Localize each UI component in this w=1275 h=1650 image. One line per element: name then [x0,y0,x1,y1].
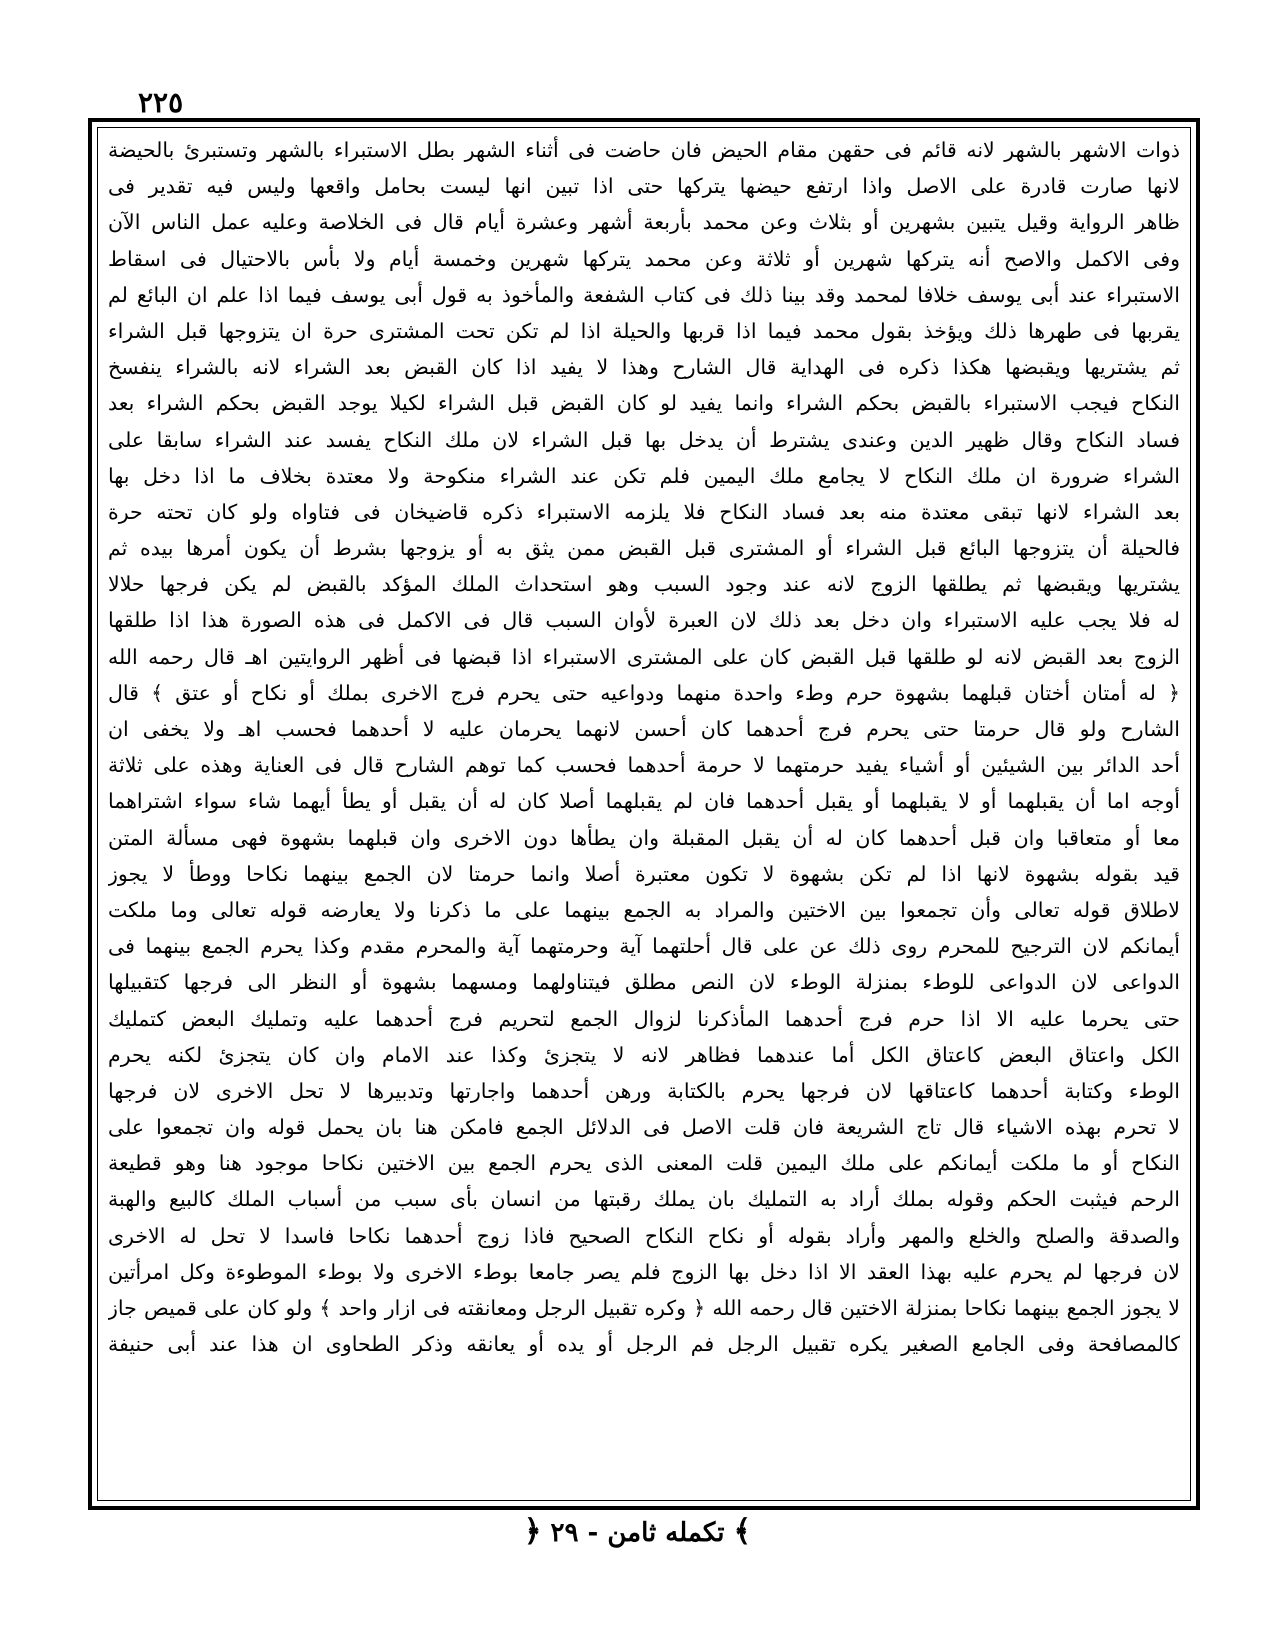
text-line: النكاح فيجب الاستبراء بالقبض بحكم الشراء وانما يفيد لو كان القبض قبل الشراء لكيلا يوجد القبض بحكم الشراء بعد [108,391,1180,416]
text-line: وفى الاكمل والاصح أنه يتركها شهرين أو ثلاثة وعن محمد يتركها شهرين وخمسة أيام ولا بأس بالاحتيال فى اسقاط [108,246,1180,271]
text-line: النكاح أو ما ملكت أيمانكم على ملك اليمين قلت المعنى الذى يحرم الجمع بين الاختين نكاحا موجود هنا وهو قطيعة [108,1151,1180,1176]
text-line: أحد الدائر بين الشيئين أو أشياء يفيد حرمتهما لا حرمة أحدهما فحسب كما توهم الشارح قال فى العناية وهذه على ثلاثة [108,753,1180,778]
text-line: الشراء ضرورة ان ملك النكاح لا يجامع ملك اليمين فلم تكن عند الشراء منكوحة ولا معتدة بخلاف ما اذا دخل بها [108,463,1180,488]
footer-label [0,1514,1275,1549]
text-line: له فلا يجب عليه الاستبراء وان دخل بعد ذلك لان العبرة لأوان السبب قال فى الاكمل فى هذه الصورة هذا اذا طلقها [108,608,1180,633]
text-line: قيد بقوله بشهوة لانها اذا لم تكن بشهوة لا تكون معتبرة أصلا وانما حرمتا لان الجمع بينهما نكاحا ووطأ لا يجوز [108,861,1180,886]
text-line: ﴿ له أمتان أختان قبلهما بشهوة حرم وطء واحدة منهما ودواعيه حتى يحرم فرج الاخرى بملك أو نكاح أو عتق ﴾ قال [108,680,1180,705]
text-line: أيمانكم لان الترجيح للمحرم روى ذلك عن على قال أحلتهما آية وحرمتهما آية والمحرم مقدم وكذا يحرم الجمع بينهما فى [108,934,1180,959]
footer-title: تكمله ثامن [607,1518,725,1548]
text-line: الدواعى لان الدواعى للوطء بمنزلة الوطء لان النص مطلق فيتناولهما ومسهما بشهوة أو النظر الى فرجها كتقبيلها [108,970,1180,995]
footer-dash: - [587,1518,599,1548]
page-number: ٢٢٥ [138,86,184,119]
text-line: لاطلاق قوله تعالى وأن تجمعوا بين الاختين والمراد به الجمع بينهما على ما ذكرنا ولا يعارضه قوله تعالى وما ملكت [108,897,1180,922]
text-line: لا يجوز الجمع بينهما نكاحا بمنزلة الاختين قال رحمه الله ﴿ وكره تقبيل الرجل ومعانقته فى ازار واحد ﴾ ولو كان على قميص جاز [108,1296,1180,1320]
text-line: لانها صارت قادرة على الاصل واذا ارتفع حيضها يتركها حتى اذا تبين انها ليست بحامل واقعها وليس فيه تقدير فى [108,174,1180,199]
text-line: الاستبراء عند أبى يوسف خلافا لمحمد وقد بينا ذلك فى كتاب الشفعة والمأخوذ به قول أبى يوسف فيما اذا علم ان البائع لم [108,282,1180,307]
footer-close-bracket: ﴿ [523,1514,542,1549]
text-body [108,132,1180,1496]
text-line: بعد الشراء لانها تبقى معتدة منه بعد فساد النكاح فلا يلزمه الاستبراء ذكره قاضيخان فى فتاواه ولو كان تحته حرة [108,499,1180,524]
text-line: الزوج بعد القبض لانه لو طلقها قبل القبض كان على المشترى الاستبراء اذا قبضها فى أظهر الروايتين اهـ قال رحمه الله [108,644,1180,669]
text-line: لان فرجها لم يحرم عليه بهذا العقد الا اذا دخل بها الزوج فلم يصر جامعا بوطء الاخرى ولا بوطء الموطوءة وكل امرأتين [108,1259,1180,1284]
footer-page-number: ٢٩ [550,1518,579,1548]
footer-open-bracket: ﴾ [733,1514,752,1549]
text-line: الشارح ولو قال حرمتا حتى يحرم فرج أحدهما كان أحسن لانهما يحرمان عليه لا أحدهما فحسب اهـ ولا يخفى ان [108,717,1180,741]
text-line: معا أو متعاقبا وان قبل أحدهما كان له أن يقبل المقبلة وان يطأها دون الاخرى وان قبلهما بشهوة فهى مسألة المتن [108,825,1180,850]
text-line: ذوات الاشهر بالشهر لانه قائم فى حقهن مقام الحيض فان حاضت فى أثناء الشهر بطل الاستبراء بالشهر وتستبرئ بالحيضة [108,138,1180,162]
text-line: ظاهر الرواية وقيل يتبين بشهرين أو بثلاث وعن محمد بأربعة أشهر وعشرة أيام قال فى الخلاصة وعليه عمل الناس الآن [108,210,1180,235]
text-line: فالحيلة أن يتزوجها البائع قبل الشراء أو المشترى قبل القبض ممن يثق به أو يزوجها بشرط أن يكون أمرها بيده ثم [108,536,1180,561]
text-line: فساد النكاح وقال ظهير الدين وعندى يشترط أن يدخل بها قبل الشراء لان ملك النكاح يفسد عند الشراء سابقا على [108,427,1180,452]
text-line: ثم يشتريها ويقبضها هكذا ذكره فى الهداية قال الشارح وهذا لا يفيد اذا كان القبض بعد الشراء لانه بالشراء ينفسخ [108,355,1180,380]
text-line: الكل واعتاق البعض كاعتاق الكل أما عندهما فظاهر لانه لا يتجزئ وكذا عند الامام وان كان يتجزئ لكنه يحرم [108,1042,1180,1067]
text-line: لا تحرم بهذه الاشياء قال تاج الشريعة فان قلت الاصل فى الدلائل الجمع فامكن هنا بان يحمل قوله وان تجمعوا على [108,1115,1180,1140]
text-line: الوطء وكتابة أحدهما كاعتاقها لان فرجها يحرم بالكتابة ورهن أحدهما واجارتها وتدبيرها لا تحل الاخرى لان فرجها [108,1078,1180,1103]
text-line: يشتريها ويقبضها ثم يطلقها الزوج لانه عند وجود السبب وهو استحداث الملك المؤكد بالقبض لم يكن فرجها حلالا [108,572,1180,597]
text-line: كالمصافحة وفى الجامع الصغير يكره تقبيل الرجل فم الرجل أو يده أو يعانقه وذكر الطحاوى ان هذا عند أبى حنيفة [108,1332,1180,1357]
text-line: الرحم فيثبت الحكم وقوله بملك أراد به التمليك بان يملك رقبتها من انسان بأى سبب من أسباب الملك كالبيع والهبة [108,1187,1180,1212]
text-line: يقربها فى طهرها ذلك ويؤخذ بقول محمد فيما اذا قربها والحيلة اذا لم تكن تحت المشترى حرة ان يتزوجها قبل الشراء [108,318,1180,343]
text-line: حتى يحرما عليه الا اذا حرم فرج أحدهما المأذكرنا لزوال الجمع لتحريم فرج أحدهما عليه وتمليك البعض كتمليك [108,1006,1180,1031]
text-line: أوجه اما أن يقبلهما أو لا يقبلهما أو يقبل أحدهما فان لم يقبلهما أصلا كان له أن يقبل أو يطأ أيهما شاء سواء اشتراهما [108,789,1180,814]
text-line: والصدقة والصلح والخلع والمهر وأراد بقوله أو نكاح النكاح الصحيح فاذا زوج أحدهما نكاحا فاسدا لا تحل له الاخرى [108,1223,1180,1248]
